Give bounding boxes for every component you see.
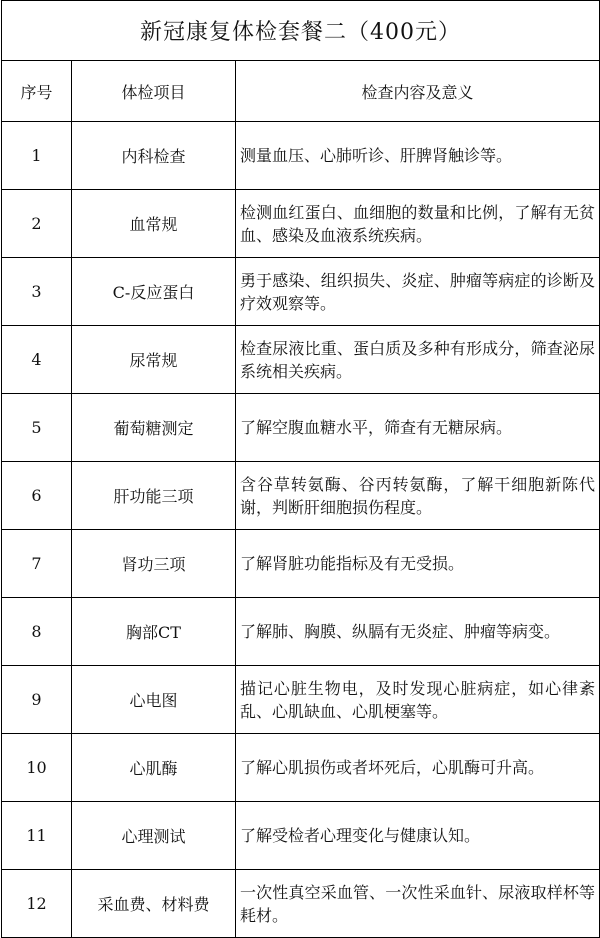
row-number: 2: [2, 190, 72, 258]
column-header-item: 体检项目: [72, 61, 236, 122]
row-content: 一次性真空采血管、一次性采血针、尿液取样杯等耗材。: [236, 870, 600, 938]
row-content: 了解心肌损伤或者坏死后，心肌酶可升高。: [236, 734, 600, 802]
page-title: 新冠康复体检套餐二（400元）: [2, 1, 600, 61]
row-content: 含谷草转氨酶、谷丙转氨酶，了解干细胞新陈代谢，判断肝细胞损伤程度。: [236, 462, 600, 530]
row-number: 4: [2, 326, 72, 394]
table-row: [2, 870, 600, 938]
row-content: 检测血红蛋白、血细胞的数量和比例，了解有无贫血、感染及血液系统疾病。: [236, 190, 600, 258]
row-number: 6: [2, 462, 72, 530]
column-header-content: 检查内容及意义: [236, 61, 600, 122]
row-number: 8: [2, 598, 72, 666]
table-row: [2, 258, 600, 326]
row-item: 心电图: [72, 666, 236, 734]
checkup-table: [1, 0, 600, 938]
row-item: 心理测试: [72, 802, 236, 870]
row-content: 了解空腹血糖水平，筛查有无糖尿病。: [236, 394, 600, 462]
row-number: 7: [2, 530, 72, 598]
header-row: [2, 61, 600, 122]
row-item: 尿常规: [72, 326, 236, 394]
table-row: [2, 666, 600, 734]
row-number: 9: [2, 666, 72, 734]
row-content: 了解肾脏功能指标及有无受损。: [236, 530, 600, 598]
row-number: 10: [2, 734, 72, 802]
table-row: [2, 734, 600, 802]
row-number: 3: [2, 258, 72, 326]
row-item: 血常规: [72, 190, 236, 258]
table-row: [2, 394, 600, 462]
row-item: 葡萄糖测定: [72, 394, 236, 462]
row-number: 11: [2, 802, 72, 870]
row-content: 描记心脏生物电，及时发现心脏病症，如心律紊乱、心肌缺血、心肌梗塞等。: [236, 666, 600, 734]
row-item: C-反应蛋白: [72, 258, 236, 326]
table-row: [2, 122, 600, 190]
table-row: [2, 462, 600, 530]
row-content: 了解受检者心理变化与健康认知。: [236, 802, 600, 870]
table-row: [2, 530, 600, 598]
row-item: 肝功能三项: [72, 462, 236, 530]
row-number: 1: [2, 122, 72, 190]
table-row: [2, 802, 600, 870]
row-item: 内科检查: [72, 122, 236, 190]
row-item: 肾功三项: [72, 530, 236, 598]
title-row: [2, 1, 600, 61]
row-item: 采血费、材料费: [72, 870, 236, 938]
row-content: 测量血压、心肺听诊、肝脾肾触诊等。: [236, 122, 600, 190]
column-header-no: 序号: [2, 61, 72, 122]
table-row: [2, 598, 600, 666]
row-content: 了解肺、胸膜、纵膈有无炎症、肿瘤等病变。: [236, 598, 600, 666]
row-number: 5: [2, 394, 72, 462]
table-row: [2, 326, 600, 394]
table-row: [2, 190, 600, 258]
row-content: 勇于感染、组织损失、炎症、肿瘤等病症的诊断及疗效观察等。: [236, 258, 600, 326]
row-content: 检查尿液比重、蛋白质及多种有形成分，筛查泌尿系统相关疾病。: [236, 326, 600, 394]
row-item: 心肌酶: [72, 734, 236, 802]
row-item: 胸部CT: [72, 598, 236, 666]
row-number: 12: [2, 870, 72, 938]
